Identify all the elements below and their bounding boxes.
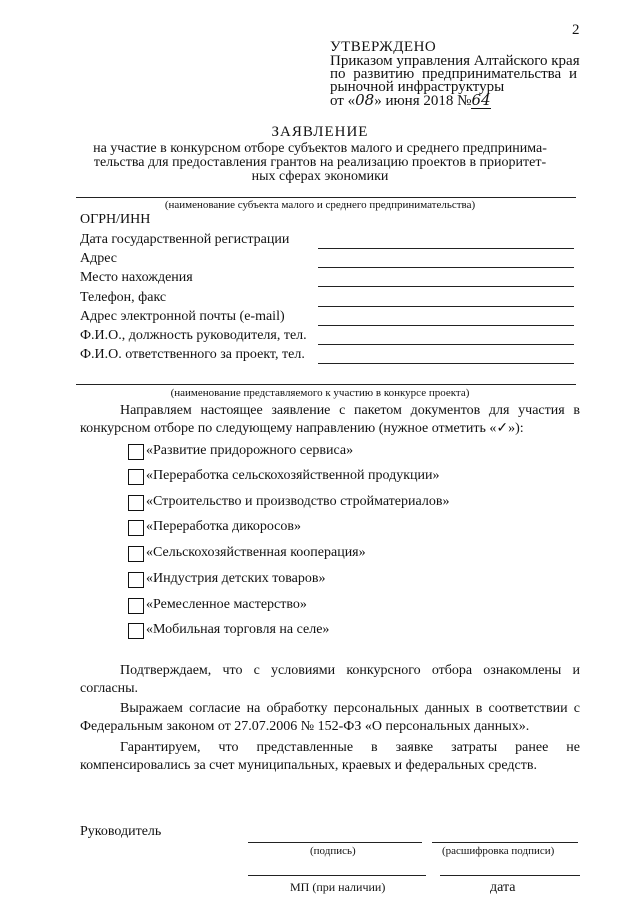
option-label: «Переработка сельскохозяйственной продукции» (146, 468, 440, 483)
signature-line[interactable] (248, 842, 422, 843)
seal-line[interactable] (248, 875, 426, 876)
handwritten-day: 08 (355, 91, 375, 109)
field-input-line[interactable] (318, 344, 574, 345)
field-input-line[interactable] (318, 286, 574, 287)
confirm-paragraph-2: Выражаем согласие на обработку персональных данных в соответствии с Федеральным законом от 27.07.2006 № 152-ФЗ «О персональных данных». (80, 701, 580, 734)
heading-line-3: ных сферах экономики (251, 169, 389, 184)
project-name-caption: (наименование представляемого к участию в конкурсе проекта) (170, 387, 470, 399)
field-label: Дата государственной регистрации (80, 232, 290, 247)
option-checkbox[interactable] (128, 598, 144, 614)
field-label: ОГРН/ИНН (80, 212, 151, 227)
option-label: «Переработка дикоросов» (146, 519, 301, 534)
option-label: «Развитие придорожного сервиса» (146, 443, 354, 458)
field-label: Ф.И.О. ответственного за проект, тел. (80, 347, 305, 362)
date-middle: » июня 2018 № (374, 93, 472, 109)
approval-line-2: по развитию предпринимательства и (330, 66, 577, 82)
option-checkbox[interactable] (128, 572, 144, 588)
signature-decode-caption: (расшифровка подписи) (442, 845, 555, 857)
subject-name-line[interactable] (76, 197, 576, 198)
option-label: «Сельскохозяйственная кооперация» (146, 545, 366, 560)
field-label: Адрес (80, 251, 118, 266)
subject-name-caption: (наименование субъекта малого и среднего предпринимательства) (164, 199, 476, 211)
option-label: «Ремесленное мастерство» (146, 597, 307, 612)
approval-title: УТВЕРЖДЕНО (330, 39, 437, 55)
field-label: Адрес электронной почты (e-mail) (80, 309, 285, 324)
signature-caption: (подпись) (310, 845, 356, 857)
option-label: «Строительство и производство стройматериалов» (146, 494, 450, 509)
signature-role: Руководитель (80, 824, 162, 839)
option-label: «Мобильная торговля на селе» (146, 622, 330, 637)
confirm-paragraph-1: Подтверждаем, что с условиями конкурсного отбора ознакомлены и согласны. (80, 663, 580, 696)
field-input-line[interactable] (318, 267, 574, 268)
field-input-line[interactable] (318, 248, 574, 249)
field-input-line[interactable] (318, 363, 574, 364)
field-input-line[interactable] (318, 306, 574, 307)
seal-label: МП (при наличии) (290, 880, 386, 894)
project-name-line[interactable] (76, 384, 576, 385)
heading-line-2: тельства для предоставления грантов на реализацию проектов в приоритет- (93, 155, 547, 170)
document-title: ЗАЯВЛЕНИЕ (271, 124, 369, 140)
field-label: Ф.И.О., должность руководителя, тел. (80, 328, 307, 343)
option-checkbox[interactable] (128, 495, 144, 511)
approval-line-1: Приказом управления Алтайского края (330, 53, 580, 69)
page-number: 2 (572, 22, 580, 38)
date-label: дата (490, 880, 516, 895)
field-label: Телефон, факс (80, 290, 167, 305)
heading-line-1: на участие в конкурсном отборе субъектов малого и среднего предпринима- (93, 141, 547, 156)
option-checkbox[interactable] (128, 444, 144, 460)
option-label: «Индустрия детских товаров» (146, 571, 326, 586)
option-checkbox[interactable] (128, 623, 144, 639)
handwritten-order-number: 64 (471, 91, 491, 109)
option-checkbox[interactable] (128, 546, 144, 562)
option-checkbox[interactable] (128, 469, 144, 485)
approval-line-3: рыночной инфраструктуры (330, 79, 505, 95)
date-prefix: от « (330, 93, 356, 109)
confirm-paragraph-3: Гарантируем, что представленные в заявке затраты ранее не компенсировались за счет муниципальных, краевых и федеральных средств. (80, 740, 580, 773)
approval-date (330, 93, 491, 109)
intro-paragraph: Направляем настоящее заявление с пакетом документов для участия в конкурсном отборе по следующему направлению (нужное отметить «✓»): (80, 403, 580, 436)
field-label: Место нахождения (80, 270, 193, 285)
field-input-line[interactable] (318, 325, 574, 326)
option-checkbox[interactable] (128, 520, 144, 536)
date-line[interactable] (440, 875, 580, 876)
signature-decode-line[interactable] (432, 842, 578, 843)
